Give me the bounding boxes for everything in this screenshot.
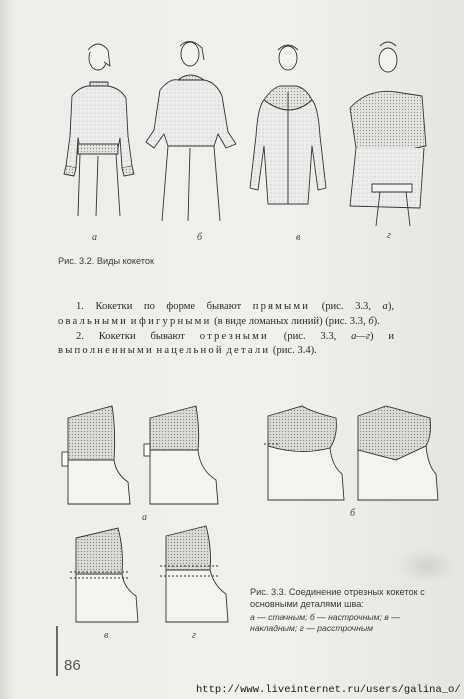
draft-v (70, 528, 138, 622)
draft-a-right (144, 406, 218, 504)
draft-g (160, 526, 228, 622)
yoke-types-illustration (50, 36, 430, 236)
draft-b-right (358, 406, 438, 500)
watermark-url: http://www.liveinternet.ru/users/galina_o/ (196, 684, 461, 696)
page-number-bar (56, 626, 58, 676)
sketch-label-v: в (296, 232, 301, 243)
draft-label-a: а (142, 512, 147, 523)
page-number: 86 (64, 657, 81, 674)
draft-label-g: г (192, 630, 196, 641)
draft-label-v: в (104, 630, 109, 641)
draft-a-left (62, 406, 130, 504)
draft-b-left (264, 406, 344, 500)
figure-3-3-caption (250, 586, 440, 634)
figure-3-2-caption: Рис. 3.2. Виды кокеток (58, 256, 155, 266)
sketch-g (350, 42, 426, 226)
paragraph-1: 1. Кокетки по форме бывают прямыми (рис. 3.3, а), овальными и фигурными (в виде ломаных линий) (рис. 3.3, б). (58, 301, 395, 327)
sketch-label-b: б (197, 232, 203, 243)
body-text (58, 300, 394, 359)
sketch-v (250, 45, 326, 204)
paragraph-2: 2. Кокетки бывают отрезными (рис. 3.3, а—г) и выполненными нацельной детали (рис. 3.4). (58, 330, 394, 357)
scan-smudge (396, 548, 456, 584)
sketch-label-g: г (387, 230, 391, 241)
figure-3-3-legend: а — стачным; б — настрочным; в — накладным; г — расстрочным (250, 612, 400, 633)
sketch-label-a: а (92, 232, 97, 243)
figure-3-3-title: Рис. 3.3. Соединение отрезных кокеток с основными деталями шва: (250, 587, 425, 609)
sketch-a (64, 44, 134, 216)
draft-label-b: б (350, 508, 356, 519)
sketch-b (146, 41, 236, 221)
